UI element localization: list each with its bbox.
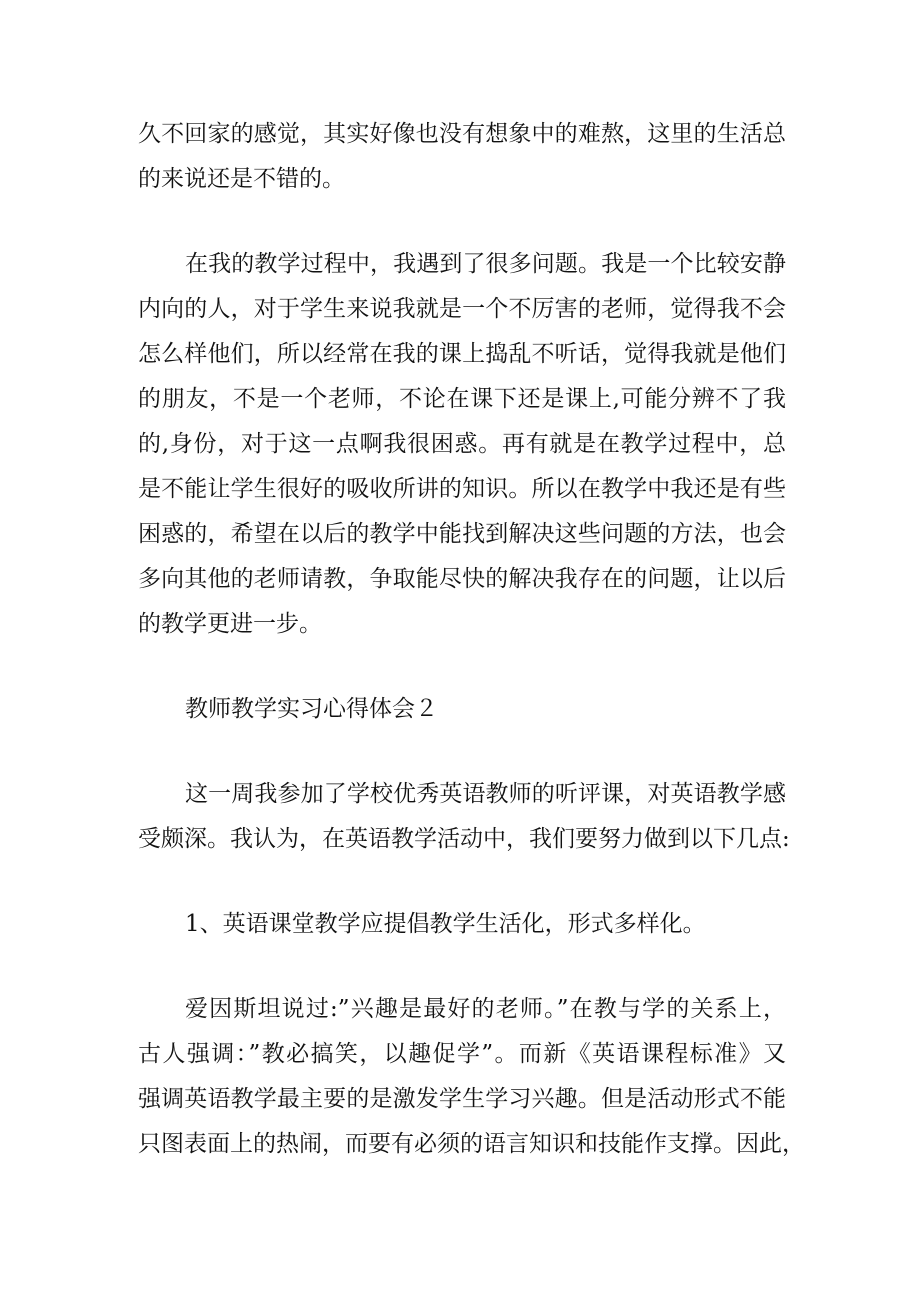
text-line: 在我的教学过程中，我遇到了很多问题。我是一个比较安静 bbox=[185, 251, 786, 277]
text-line: 强调英语教学最主要的是激发学生学习兴趣。但是活动形式不能 bbox=[138, 1086, 786, 1112]
list-item: 1、英语课堂教学应提倡教学生活化，形式多样化。 bbox=[185, 911, 706, 937]
text-line: 的来说还是不错的。 bbox=[138, 166, 345, 192]
text-line: 困惑的，希望在以后的教学中能找到解决这些问题的方法，也会 bbox=[138, 521, 786, 547]
text-line: 只图表面上的热闹，而要有必须的语言知识和技能作支撑。因此， bbox=[138, 1131, 805, 1157]
text-line: 是不能让学生很好的吸收所讲的知识。所以在教学中我还是有些 bbox=[138, 476, 786, 502]
section-heading: 教师教学实习心得体会２ bbox=[185, 696, 438, 722]
text-line: 的,身份，对于这一点啊我很困惑。再有就是在教学过程中，总 bbox=[138, 431, 786, 457]
text-line: 多向其他的老师请教，争取能尽快的解决我存在的问题，让以后 bbox=[138, 566, 786, 592]
text-line: 的教学更进一步。 bbox=[138, 611, 322, 637]
text-line: 爱因斯坦说过:”兴趣是最好的老师。”在教与学的关系上， bbox=[185, 996, 786, 1022]
text-line: 这一周我参加了学校优秀英语教师的听评课，对英语教学感 bbox=[185, 781, 786, 807]
text-line: 的朋友，不是一个老师，不论在课下还是课上,可能分辨不了我 bbox=[138, 386, 786, 412]
text-line: 怎么样他们，所以经常在我的课上捣乱不听话，觉得我就是他们 bbox=[138, 341, 786, 367]
text-line: 内向的人，对于学生来说我就是一个不厉害的老师，觉得我不会 bbox=[138, 296, 786, 322]
text-line: 久不回家的感觉，其实好像也没有想象中的难熬，这里的生活总 bbox=[138, 121, 786, 147]
text-line: 古人强调：”教必搞笑，以趣促学”。而新《英语课程标准》又 bbox=[138, 1041, 786, 1067]
text-line: 受颇深。我认为，在英语教学活动中，我们要努力做到以下几点: bbox=[138, 826, 790, 852]
